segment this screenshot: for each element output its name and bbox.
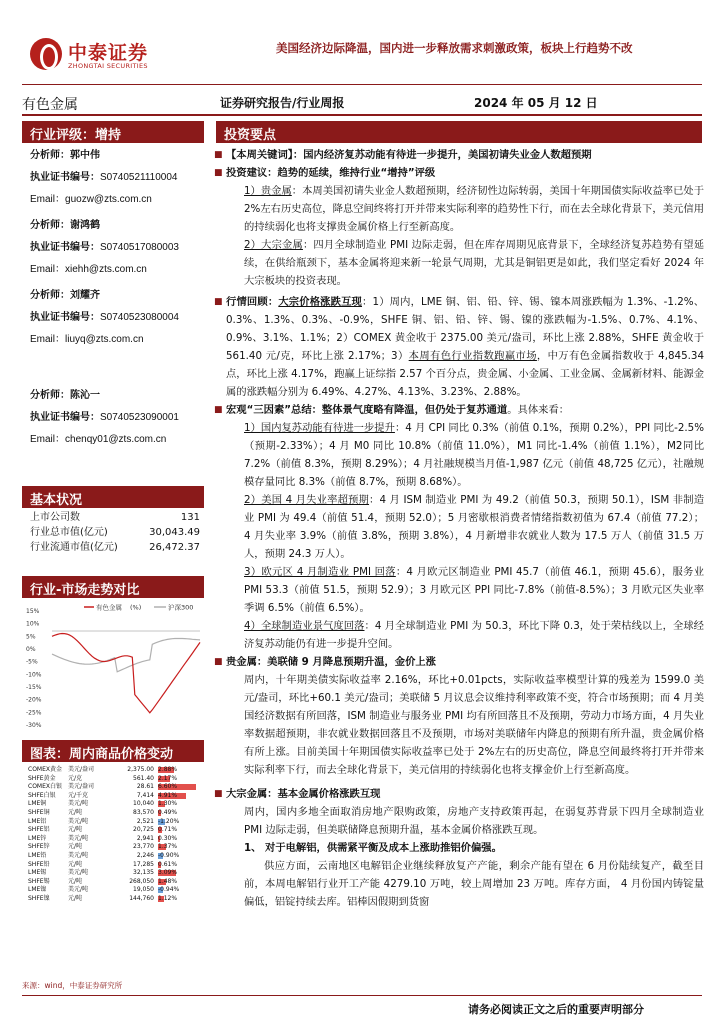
macro-item-2-label: 2）美国 4 月失业率超预期	[244, 494, 370, 506]
commodity-name: SHFE锌	[28, 843, 50, 851]
price-row	[28, 861, 200, 870]
commodity-price: 23,770	[133, 843, 154, 851]
footer-divider	[22, 995, 702, 996]
price-row	[28, 809, 200, 818]
report-date: 2024 年 05 月 12 日	[474, 96, 598, 110]
commodity-name: SHFE铅	[28, 860, 50, 868]
commodity-name: SHFE铜	[28, 808, 50, 816]
cert-label: 执业证书编号：	[30, 172, 100, 183]
macro-item-2	[214, 491, 704, 563]
email-label: Email：	[30, 334, 66, 345]
commodity-price: 2,375.00	[127, 766, 154, 773]
commodity-price: 32,135	[133, 869, 154, 877]
email-label: Email：	[30, 434, 66, 445]
change-cell	[158, 869, 200, 878]
commodity-unit: 元/千克	[68, 791, 89, 799]
review-text-2: ，中万有色金属指数收于 4,845.34 点，环比上涨 4.17%，跑赢上证综指 2.57 个百分点，贵金属、小金属、工业金属、金属新材料、能源金属的涨跌幅分别为 6.49%、4.27%、4.13%、3.23%、2.88%。	[226, 350, 704, 398]
macro-item-4-label: 4）全球制造业景气度回落	[244, 620, 365, 632]
cert-number: S0740517080003	[100, 242, 179, 253]
change-pct: -1.20%	[158, 817, 180, 825]
y-tick-label: -5%	[26, 658, 38, 666]
change-pct: 1.37%	[158, 843, 178, 851]
price-row	[28, 869, 200, 878]
commodity-price: 7,414	[136, 791, 154, 799]
commodity-name: SHFE白银	[28, 791, 56, 799]
price-row	[28, 800, 200, 809]
price-row	[28, 783, 200, 792]
commodity-unit: 元/吨	[68, 843, 83, 851]
commodity-unit: 美元/吨	[68, 869, 89, 877]
legend-unit: (%)	[130, 603, 142, 612]
commodity-unit: 美元/吨	[68, 817, 89, 825]
base-metal-bullet: ■ 大宗金属：基本金属价格涨跌互现	[214, 785, 704, 803]
macro-item-2-text: ：4 月 ISM 制造业 PMI 为 49.2（前值 50.3，预期 50.1），ISM 非制造业 PMI 为 49.4（前值 51.4，预期 52.0）；5 月密歇根消费者情绪指数初值为 67.4（前值 77.2）；4 月失业率 3.9%（前值 3.8%，预期 3.8%），4 月新增非农就业人数为 17.5 万人（前值 31.5 万人，预期 24.3 万人）。	[244, 494, 704, 560]
legend-nonferrous: 有色金属	[96, 603, 122, 612]
email-link[interactable]: xiehh@zts.com.cn	[65, 264, 147, 275]
commodity-name: LME锌	[28, 834, 47, 842]
y-tick-label: -15%	[26, 684, 42, 691]
advice-base-text: ：四月全球制造业 PMI 边际走弱，但在库存周期见底背景下，全球经济复苏趋势有望延续，在供给瓶颈下，基本金属将迎来新一轮景气周期，尤其是铜铝更是如此，我们坚定看好 2024 年大宗板块的投资表现。	[244, 239, 704, 287]
advice-bullet: ■ 投资建议：趋势的延续，维持行业“增持”评级	[214, 164, 704, 182]
commodity-name: LME铅	[28, 851, 47, 859]
macro-item-4-text: ：4 月全球制造业 PMI 为 50.3，环比下降 0.3，处于荣枯线以上，全球经济复苏动能仍有进一步提升空间。	[244, 620, 704, 650]
email-link[interactable]: liuyq@zts.com.cn	[65, 334, 144, 345]
review-label: 行情回顾：	[226, 296, 279, 308]
basic-status-table	[30, 510, 200, 555]
row-key: 上市公司数	[30, 512, 80, 523]
analyst-name: 谢鸿鹤	[70, 220, 100, 231]
macro-item-4	[214, 617, 704, 653]
macro-item-3-label: 3）欧元区 4 月制造业 PMI 回落	[244, 566, 396, 578]
change-pct: 3.09%	[158, 869, 178, 877]
change-pct: 0.49%	[158, 808, 178, 816]
commodity-price: 19,050	[133, 886, 154, 894]
commodity-unit: 美元/盎司	[68, 766, 95, 773]
macro-suffix: 。具体来看：	[507, 404, 570, 416]
price-row	[28, 886, 200, 895]
commodity-price: 2,246	[136, 851, 154, 859]
legend-hs300: 沪深300	[168, 603, 194, 612]
macro-item-1-text: ：4 月 CPI 同比 0.3%（前值 0.1%，预期 0.2%），PPI 同比-2.5%（预期-2.33%）；4 月 M0 同比 10.8%（前值 11.0%），M1 同比-1.4%（前值 1.1%），M2同比 7.2%（前值 8.3%，预期 8.29%）；4 月社融规模当月值-1,987 亿元（前值 48,725 亿元），社融规模存量同比 8.3%（前值 8.7%，预期 8.68%）。	[244, 422, 704, 488]
price-row	[28, 843, 200, 852]
analyst-name: 刘耀齐	[70, 290, 100, 301]
base-metal-text: 周内，国内多地全面取消房地产限购政策，房地产支持政策再起，在弱复苏背景下四月全球制造业 PMI 边际走弱，但美联储降息预期升温，基本金属价格涨跌互现。	[244, 806, 704, 836]
trend-chart-svg	[22, 603, 206, 733]
commodity-unit: 美元/吨	[68, 851, 89, 859]
y-tick-label: -10%	[26, 671, 42, 679]
y-tick-label: -20%	[26, 696, 42, 704]
y-tick-label: -25%	[26, 709, 42, 717]
analyst-block	[30, 146, 206, 210]
price-row	[28, 826, 200, 835]
commodity-name: COMEX黄金	[28, 766, 62, 773]
y-tick-label: 5%	[26, 633, 36, 641]
price-row	[28, 766, 200, 775]
commodity-price: 83,570	[133, 808, 154, 816]
company-logo	[30, 38, 190, 74]
macro-item-1-label: 1）国内复苏动能有待进一步提升	[244, 422, 395, 434]
change-pct: 1.12%	[158, 894, 178, 902]
commodity-unit: 元/吨	[68, 877, 83, 885]
macro-item-3-text: ：4 月欧元区制造业 PMI 45.7（前值 46.1，预期 45.6），服务业 PMI 53.3（前值 51.5，预期 52.9）；3 月欧元区 PPI 同比-7.8%（前值-8.5%）；3 月欧元区失业率季调 6.5%（前值 6.5%）。	[244, 566, 704, 614]
precious-text: 周内，十年期美债实际收益率 2.16%，环比+0.01pcts，实际收益率模型计算的残差为 1599.0 美元/盎司，环比+60.1 美元/盎司；美联储 5 月议息会议维持利率政策不变，符合市场预期；而 4 月美国经济数据有所回落，ISM 制造业与服务业 PMI 均有所回落且不及预期，劳动力市场方面，4 月失业率数据超预期，非农就业数据回落且不及预期，市场对美联储年内降息的预期有所升温，贵金属价格有所上涨。目前美国十年期国债实际收益率已处于 2%左右的历史高位，降息空间最终将打开并带来实际利率下行，而去全球化背景下，美元信用的持续弱化也将支撑金价上行至新高度。	[244, 674, 704, 776]
analyst-name-label: 分析师：	[30, 220, 70, 231]
commodity-unit: 美元/吨	[68, 834, 89, 842]
commodity-price: 2,941	[136, 834, 154, 842]
advice-precious-label: 1）贵金属	[244, 185, 292, 197]
basic-status-header: 基本状况	[22, 486, 204, 508]
price-row	[28, 818, 200, 827]
price-row	[28, 895, 200, 904]
change-cell	[158, 826, 200, 835]
nonferrous-series	[52, 634, 200, 713]
analyst-block	[30, 216, 206, 280]
y-tick-label: 15%	[26, 608, 40, 615]
change-cell	[158, 818, 200, 827]
hs300-series	[52, 639, 200, 672]
change-pct: 6.60%	[158, 783, 178, 791]
macro-title: 宏观“三因素”总结：整体景气度略有降温，但仍处于复苏通道	[226, 404, 508, 416]
email-link[interactable]: chenqy01@zts.com.cn	[65, 434, 167, 445]
y-tick-label: 10%	[26, 620, 40, 628]
review-underline: 大宗价格涨跌互现	[278, 296, 363, 308]
footer-disclaimer: 请务必阅读正文之后的重要声明部分	[468, 1003, 644, 1016]
source-note: 来源：wind，中泰证券研究所	[22, 981, 123, 990]
commodity-name: LME铝	[28, 817, 47, 825]
table-row	[30, 525, 200, 540]
change-pct: 0.71%	[158, 826, 178, 834]
price-row	[28, 775, 200, 784]
logo-en: ZHONGTAI SECURITIES	[68, 62, 148, 70]
review-text-1: ：1）周内，LME 铜、铝、铅、锌、锡、镍本周涨跌幅为 1.3%、-1.2%、0.3%、1.3%、0.3%、-0.9%，SHFE 铜、铝、铅、锌、锡、镍的涨跌幅为-1.5%、0.7%、4.1%、0.9%、3.1%、1.1%；2）COMEX 黄金收于 2375.00 美元/盎司，环比上涨 2.88%，SHFE 黄金收于 561.40 元/克，环比上涨 2.17%；3）	[226, 296, 705, 362]
row-value: 131	[180, 512, 200, 523]
review-underline-2: 本周有色行业指数跑赢市场	[408, 350, 537, 362]
y-tick-label: 0%	[26, 646, 36, 653]
commodity-name: LME镍	[28, 886, 47, 894]
y-axis-ticks	[26, 608, 42, 729]
commodity-price: 20,725	[133, 826, 154, 834]
commodity-price: 268,050	[129, 877, 154, 885]
commodity-name: LME锡	[28, 869, 47, 877]
commodity-price: 17,285	[133, 860, 154, 868]
review-bullet	[214, 293, 704, 401]
change-pct: -0.94%	[158, 886, 180, 894]
commodity-name: SHFE铝	[28, 826, 50, 834]
aluminum-heading: 1、 对于电解铝，供需紧平衡及成本上涨助推铝价偏强。	[244, 842, 502, 854]
change-cell	[158, 783, 200, 792]
change-cell	[158, 852, 200, 861]
price-table-header: 图表：周内商品价格变动	[22, 740, 204, 762]
commodity-price: 2,521	[136, 817, 154, 825]
trend-header: 行业-市场走势对比	[22, 576, 204, 598]
analyst-name-label: 分析师：	[30, 150, 70, 161]
macro-bullet	[214, 401, 704, 419]
advice-precious-text: ：本周美国初请失业金人数超预期，经济韧性边际转弱，美国十年期国债实际收益率已处于 2%左右历史高位，降息空间终将打开并带来实际利率的趋势性下行，而在去全球化背景下，美元信用的持续弱化也将支撑贵金属价格上行至新高度。	[244, 185, 704, 233]
header-divider-2	[22, 114, 702, 116]
cert-number: S0740523080004	[100, 312, 179, 323]
commodity-unit: 美元/吨	[68, 886, 89, 894]
commodity-unit: 美元/吨	[68, 800, 89, 808]
change-pct: -0.90%	[158, 851, 180, 859]
row-value: 30,043.49	[149, 527, 200, 538]
cert-label: 执业证书编号：	[30, 242, 100, 253]
commodity-name: COMEX白银	[28, 783, 62, 791]
advice-base	[214, 236, 704, 290]
change-pct: 1.48%	[158, 877, 178, 885]
logo-icon	[30, 38, 62, 70]
commodity-name: SHFE黄金	[28, 774, 56, 782]
macro-item-1	[214, 419, 704, 491]
change-cell	[158, 800, 200, 809]
change-pct: 0.61%	[158, 860, 178, 868]
price-row	[28, 852, 200, 861]
change-cell	[158, 861, 200, 870]
analyst-name: 陈沁一	[70, 390, 100, 401]
aluminum-text: 供应方面，云南地区电解铝企业继续释放复产产能，剩余产能有望在 6 月份陆续复产，截至目前，本周电解铝行业开工产能 4279.10 万吨，较上周增加 23 万吨。库存方面， 4 月份国内铸锭量偏低，铝锭持续去库。铝棒因假期到货窗	[244, 860, 704, 908]
table-row	[30, 510, 200, 525]
change-cell	[158, 886, 200, 895]
commodity-unit: 元/克	[68, 774, 83, 782]
change-pct: 2.17%	[158, 774, 178, 782]
commodity-name: SHFE镍	[28, 894, 50, 902]
change-cell	[158, 809, 200, 818]
commodity-price: 28.61	[136, 783, 154, 791]
commodity-name: LME铜	[28, 800, 47, 808]
analyst-name: 郭中伟	[70, 150, 100, 161]
commodity-name: SHFE锡	[28, 877, 50, 885]
keyword-bullet: ■ 【本周关键词】：国内经济复苏动能有待进一步提升，美国初请失业金人数超预期	[214, 146, 704, 164]
analyst-block	[30, 286, 206, 350]
commodity-unit: 元/吨	[68, 808, 83, 816]
cert-label: 执业证书编号：	[30, 312, 100, 323]
commodity-unit: 元/吨	[68, 826, 83, 834]
report-headline: 美国经济边际降温，国内进一步释放需求刺激政策，板块上行趋势不改	[276, 41, 633, 55]
cert-label: 执业证书编号：	[30, 412, 100, 423]
commodity-unit: 元/吨	[68, 860, 83, 868]
change-pct: 1.30%	[158, 800, 178, 808]
investment-highlights-header: 投资要点	[216, 121, 702, 143]
precious-bullet: ■ 贵金属：美联储 9 月降息预期升温，金价上涨	[214, 653, 704, 671]
commodity-price: 10,040	[133, 800, 154, 808]
table-row	[30, 540, 200, 555]
change-pct: 2.88%	[158, 766, 178, 773]
analyst-name-label: 分析师：	[30, 390, 70, 401]
commodity-unit: 美元/盎司	[68, 783, 95, 791]
analyst-name-label: 分析师：	[30, 290, 70, 301]
change-pct: 0.30%	[158, 834, 178, 842]
sector-label: 有色金属	[22, 97, 78, 113]
change-cell	[158, 895, 200, 904]
change-pct: 4.91%	[158, 791, 178, 799]
email-link[interactable]: guozw@zts.com.cn	[65, 194, 152, 205]
logo-cn: 中泰证券	[68, 42, 149, 64]
rating-header: 行业评级：增持	[22, 121, 204, 143]
cert-number: S0740521110004	[100, 172, 178, 183]
row-key: 行业流通市值(亿元)	[30, 542, 118, 553]
y-tick-label: -30%	[26, 722, 42, 729]
main-body	[214, 146, 704, 976]
cert-number: S0740523090001	[100, 412, 179, 423]
advice-precious	[214, 182, 704, 236]
commodity-price: 561.40	[133, 774, 154, 782]
analyst-block	[30, 386, 206, 450]
change-cell	[158, 766, 200, 775]
header-divider	[22, 84, 702, 85]
email-label: Email：	[30, 194, 66, 205]
change-cell	[158, 843, 200, 852]
email-label: Email：	[30, 264, 66, 275]
trend-chart	[22, 603, 206, 733]
commodity-unit: 元/吨	[68, 894, 83, 902]
advice-base-label: 2）大宗金属	[244, 239, 303, 251]
price-change-table	[28, 766, 200, 904]
row-value: 26,472.37	[149, 542, 200, 553]
change-cell	[158, 775, 200, 784]
row-key: 行业总市值(亿元)	[30, 527, 108, 538]
commodity-price: 144,760	[129, 894, 154, 902]
macro-item-3	[214, 563, 704, 617]
report-type: 证券研究报告/行业周报	[220, 96, 345, 110]
